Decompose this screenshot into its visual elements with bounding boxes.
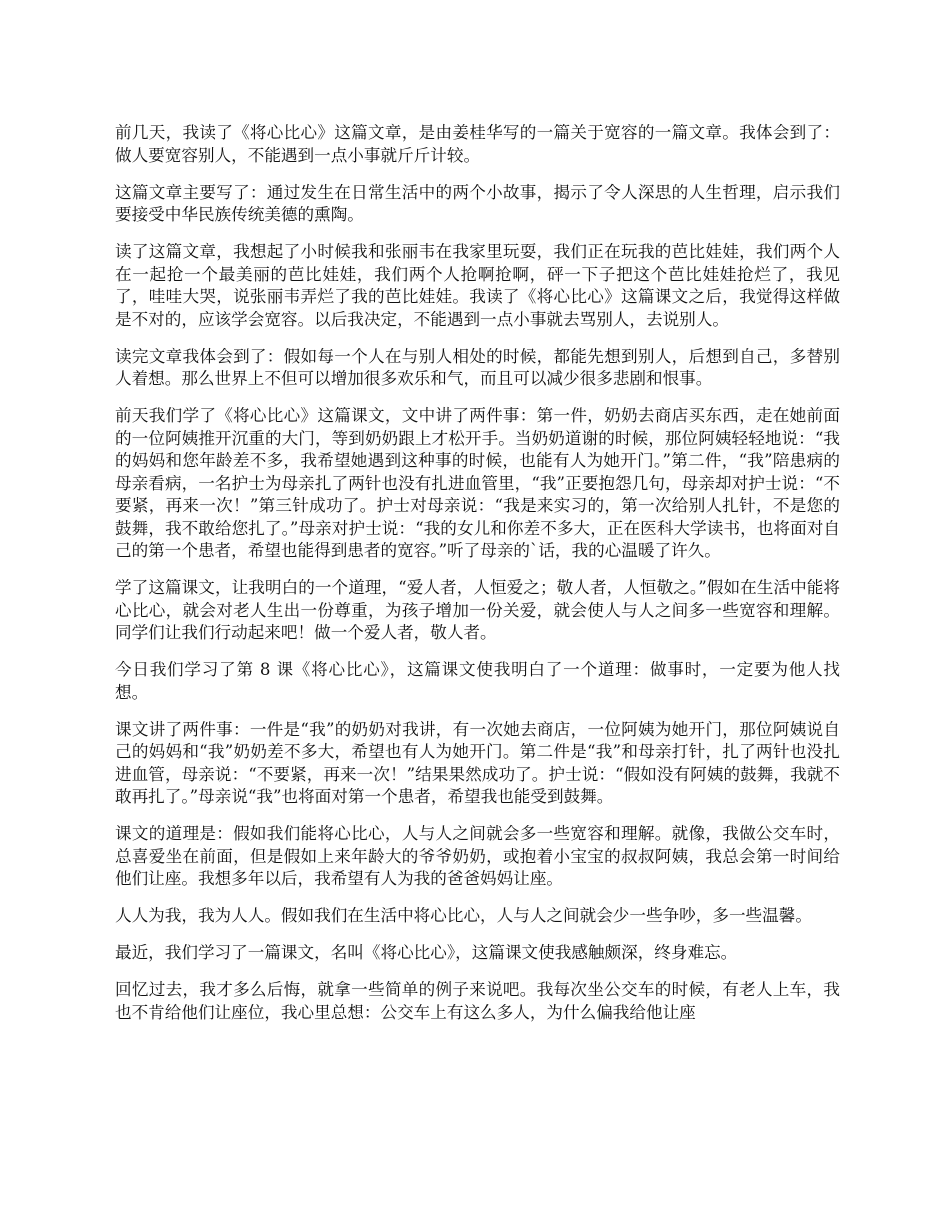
paragraph-5: 前天我们学了《将心比心》这篇课文，文中讲了两件事：第一件，奶奶去商店买东西，走在她前面的一位阿姨推开沉重的大门，等到奶奶跟上才松开手。当奶奶道谢的时候，那位阿姨轻轻地说：“我的妈妈和您年龄差不多，我希望她遇到这种事的时候，也能有人为她开门。”第二件，“我”陪患病的母亲看病，一名护士为母亲扎了两针也没有扎进血管里，“我”正要抱怨几句，母亲却对护士说：“不要紧，再来一次！”第三针成功了。护士对母亲说：“我是来实习的，第一次给别人扎针，不是您的鼓舞，我不敢给您扎了。”母亲对护士说：“我的女儿和你差不多大，正在医科大学读书，也将面对自己的第一个患者，希望也能得到患者的宽容。”听了母亲的`话，我的心温暖了许久。	[115, 406, 840, 560]
paragraph-6: 学了这篇课文，让我明白的一个道理，“爱人者，人恒爱之；敬人者，人恒敬之。”假如在生活中能将心比心，就会对老人生出一份尊重，为孩子增加一份关爱，就会使人与人之间多一些宽容和理解。同学们让我们行动起来吧！做一个爱人者，敬人者。	[115, 578, 840, 642]
paragraph-2: 这篇文章主要写了：通过发生在日常生活中的两个小故事，揭示了令人深思的人生哲理，启示我们要接受中华民族传统美德的熏陶。	[115, 182, 840, 224]
paragraph-9: 课文的道理是：假如我们能将心比心，人与人之间就会多一些宽容和理解。就像，我做公交车时，总喜爱坐在前面，但是假如上来年龄大的爷爷奶奶，或抱着小宝宝的叔叔阿姨，我总会第一时间给他们让座。我想多年以后，我希望有人为我的爸爸妈妈让座。	[115, 824, 840, 888]
paragraph-10: 人人为我，我为人人。假如我们在生活中将心比心，人与人之间就会少一些争吵，多一些温馨。	[115, 906, 812, 925]
paragraph-1: 前几天，我读了《将心比心》这篇文章，是由姜桂华写的一篇关于宽容的一篇文章。我体会到了：做人要宽容别人，不能遇到一点小事就斤斤计较。	[115, 123, 840, 165]
paragraph-3: 读了这篇文章，我想起了小时候我和张丽韦在我家里玩耍，我们正在玩我的芭比娃娃，我们两个人在一起抢一个最美丽的芭比娃娃，我们两个人抢啊抢啊，砰一下子把这个芭比娃娃抢烂了，我见了，哇哇大哭，说张丽韦弄烂了我的芭比娃娃。我读了《将心比心》这篇课文之后，我觉得这样做是不对的，应该学会宽容。以后我决定，不能遇到一点小事就去骂别人，去说别人。	[115, 242, 840, 329]
document-body	[115, 122, 840, 1039]
paragraph-7: 今日我们学习了第 8 课《将心比心》，这篇课文使我明白了一个道理：做事时，一定要为他人找想。	[115, 660, 840, 702]
paragraph-11: 最近，我们学习了一篇课文，名叫《将心比心》，这篇课文使我感触颇深，终身难忘。	[115, 943, 738, 962]
paragraph-12: 回忆过去，我才多么后悔，就拿一些简单的例子来说吧。我每次坐公交车的时候，有老人上车，我也不肯给他们让座位，我心里总想：公交车上有这么多人，为什么偏我给他让座	[115, 980, 840, 1022]
paragraph-8: 课文讲了两件事：一件是“我”的奶奶对我讲，有一次她去商店，一位阿姨为她开门，那位阿姨说自己的妈妈和“我”奶奶差不多大，希望也有人为她开门。第二件是“我”和母亲打针，扎了两针也没扎进血管，母亲说：“不要紧，再来一次！”结果果然成功了。护士说：“假如没有阿姨的鼓舞，我就不敢再扎了。”母亲说“我”也将面对第一个患者，希望我也能受到鼓舞。	[115, 719, 840, 806]
paragraph-4: 读完文章我体会到了：假如每一个人在与别人相处的时候，都能先想到别人，后想到自己，多替别人着想。那么世界上不但可以增加很多欢乐和气，而且可以减少很多悲剧和恨事。	[115, 346, 840, 388]
